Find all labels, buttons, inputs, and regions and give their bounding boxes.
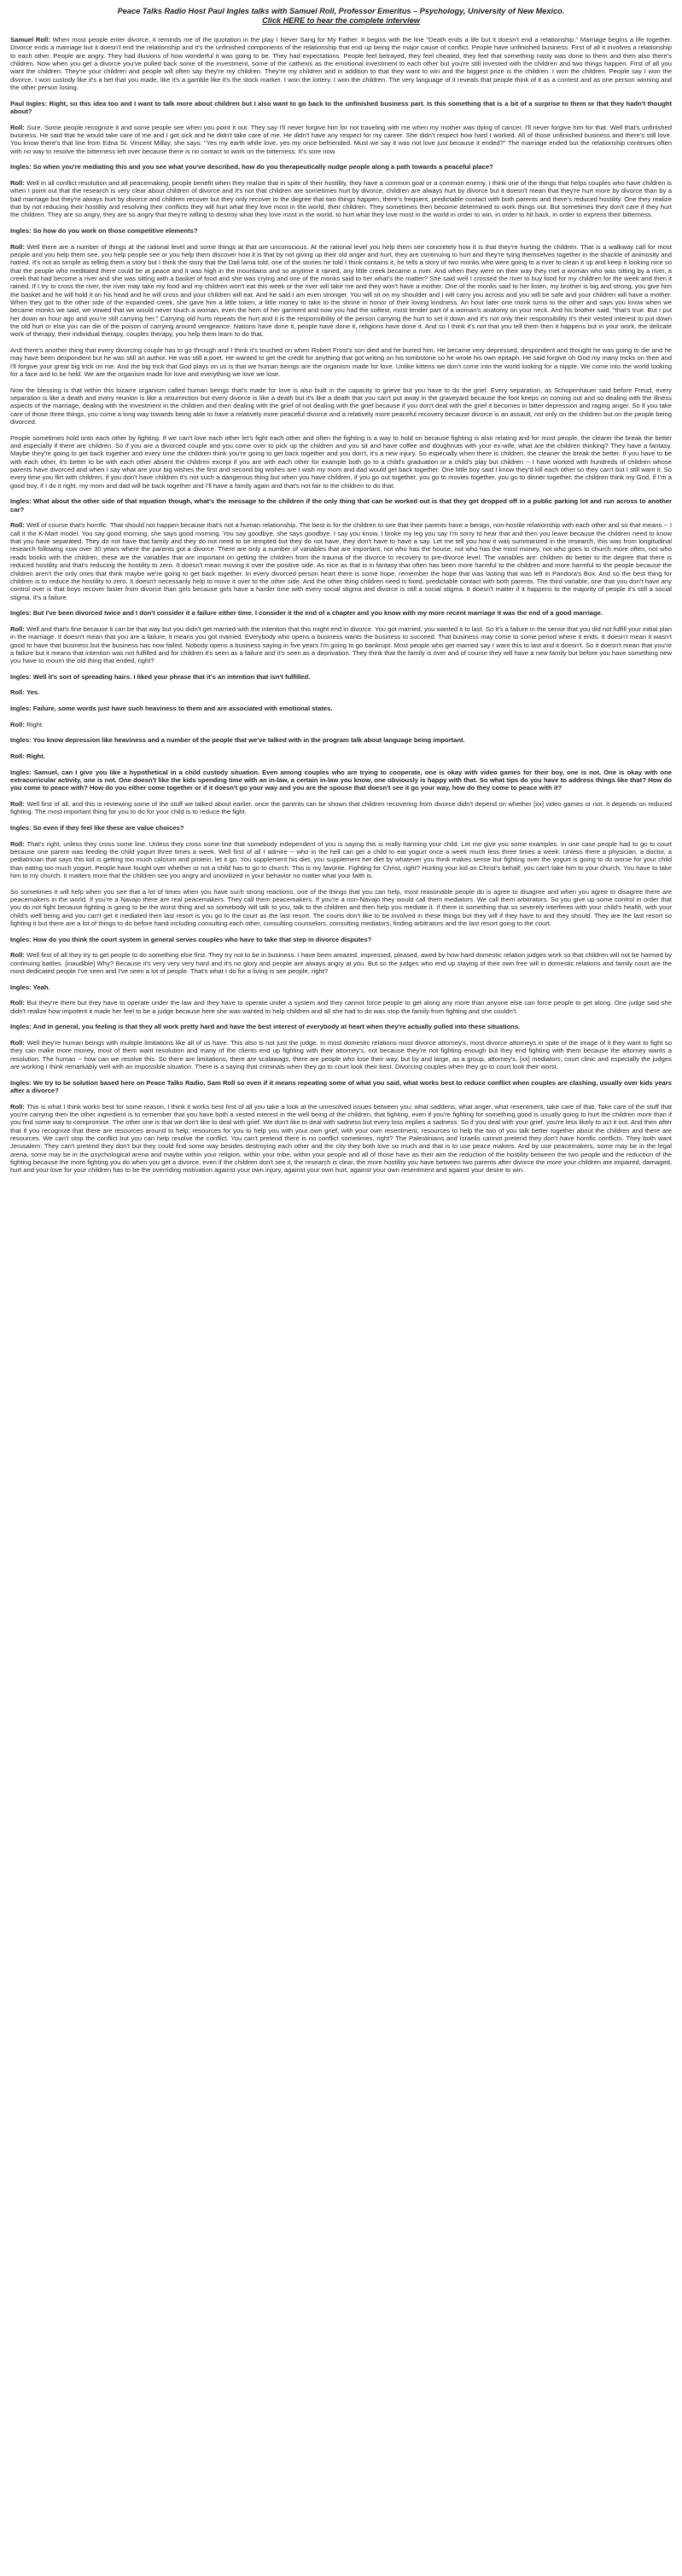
- paragraph-text: This is what I think works best for some reason, I think it works best first of all you take a look at the unresolved issues between you; what saddens, what anger, what resentment, take care of that. Take care of the stuff that you're carrying then the other ingredient is to remember that you have both a vested interest in the well being of the children, that fighting, even if you're fighting for something good is usually going to hurt the children more than if you find some way to compromise. The other one is that we don't like to deal with grief. We don't like to deal with sadness but every loss implies a sadness. So if you deal with your grief, you're less likely to act it out. And then after that if you recognize that there are resources around to help; resources for you to help you with your own grief, with your own resentment, resources to help the two of you talk better together about the children and there are resources. We can't stop the conflict but you can help resolve the conflict. You can't pretend there is no conflict sometimes, right? The Palestinians and Israelis cannot pretend they don't have horrific conflicts. They both want Jerusalem. They can't pretend they don't but they could find some way besides destroying each other and the city they both love so much and that is to use peace makers. And by use peacemakers, some may be in the legal arena, some may be in the psychological arena and maybe within your religion, within your tribe, within your people and all of those have as their aim the reduction of the hostility between the two people and the reduction of the fighting because the more fighting you do when you get a divorce, even if the children don't see it, the research is clear, the more hostility you have between two parents after divorce the more your children are impaired, damaged, hurt and your love for your children has to be the overriding motivation against your own injury, against your own hurt, against your own resentment and against your desire to win.: [10, 1102, 672, 1175]
- paragraph-text: When most people enter divorce, it reminds me of the quotation in the play I Never Sang for My Father. It begins with the line "Death ends a life but it doesn't end a relationship." Marriage begins a life together. Divorce ends a marriage but it doesn't end the relationship and it's the unfinished components of the relationship that end up being the major cause of conflict. People have unfinished business. First of all it involves a relationship to each other. People are angry. They had illusions of how wonderful it was going to be. They had expectations. People feel betrayed, they feel cheated, they feel that something nasty was done to them and then also there's children. Now when you get a divorce you've pulled back some of the investment, some of the cathexis as the emotional investment to each other but you're still invested with the children and two things happen. First of all you want the children. They're your children and people will often say they're my children. They're my children and in addition to that they want to win and the biggest prize is the children. I won the children. People say I won the divorce. I won custody like it's a bet that you made, like it's a gamble like it's the stock market. I won the lottery. I won the children. The very language of it reveals that people think of it as a contest and as one person winning and the other person losing.: [10, 36, 673, 92]
- speaker-label: Ingles:: [10, 1078, 32, 1087]
- paragraph-text: So how do you work on those competitive elements?: [32, 227, 198, 235]
- answer-paragraph: [10, 124, 672, 155]
- speaker-label: Samuel Roll:: [10, 36, 50, 44]
- paragraph-text: Well and that's fine because it can be that way but you didn't get married with the intention that this might end in divorce. You got married, you wanted it to last. So it's a failure in the sense that you did not fulfill your initial plan in the marriage. It doesn't mean that you are a failure, it means you got married. Everybody who opens a business wants the business to succeed. That business may come to some period where it ends. It doesn't mean it wasn't good to have that business but the business has now failed. Nobody opens a business saying in five years I'm going to go bankrupt. Most people who get married say I want this to last and it doesn't. So it doesn't mean that you're a failure but it means that intention was not fulfilled and for children it's seen as a failure and it's seen as a deprivation. They think that the family is over and of course they will have a new family but before you have something new you have to mourn the old thing that ended, right?: [10, 624, 673, 665]
- paragraph-text: So sometimes it will help when you see that a lot of times when you have such strong reactions, one of the things that you can help, most reasonable people do is agree to disagree and when you agree to disagree there are peacemakers in the world. If you're a Navajo there are real peacemakers. They call them peacemakers. If you're a non-Navajo they would call them mediators. We call them arbitrators. So you give up some control in order that you do not fight because fighting is going to be the worst thing and so somebody will talk to you, talk to the children and then help you mediate it. If there is something that so severely interferes with your child's health, with your child's well being and you can't get it mediated then last resort is you go to the court as the last resort. The courts don't like to be involved in these things but they will if they have to and they should. They are the last resort so fighting it but there are a lot of things to do before hand including consulting each other, consulting counselors, consulting mediators, finding arbitrators and the last resort going to the court.: [10, 887, 672, 928]
- question-paragraph: [10, 752, 672, 760]
- speaker-label: Ingles:: [10, 824, 32, 832]
- paragraph-text: Well it's sort of spreading hairs. I liked your phrase that it's an intention that isn't fulfilled.: [32, 672, 311, 681]
- speaker-label: Roll:: [10, 179, 25, 187]
- page-title: Peace Talks Radio Host Paul Ingles talks with Samuel Roll, Professor Emeritus – Psychology, University of New Mexico.: [117, 7, 565, 15]
- paragraph-text: And there's another thing that every divorcing couple has to go through and I think it's touched on when Robert Frost's son died and he buried him. He became very depressed, despondent and thought he was going to die and he may have been despondent but he was still an author. He was still a poet. He wanted to get the credit for anything that got writing on his tombstone so he wrote his own epitaph. He said forgive oh God my many tricks on thee and I'll forgive your great big trick on me. And the big trick that God plays on us is that we human beings are the organism made for love. Unlike kittens we don't come into the world looking for a nipple. We come into the world looking for a face and to be held. We are the organism made for love and everything we love we lose.: [10, 346, 672, 379]
- speaker-label: Ingles:: [10, 609, 32, 618]
- speaker-label: Roll:: [10, 1038, 25, 1047]
- paragraph-text: Well first of all, and this is reviewing some of the stuff we talked about earlier, once the parents can be shown that children recovering from divorce didn't depend on whether [xx] video games or not. It depends on reduced fighting. The most important thing for you to do for your child is to reduce the fight.: [10, 800, 672, 816]
- speaker-label: Paul Ingles:: [10, 99, 48, 107]
- speaker-label: Roll:: [10, 839, 25, 848]
- answer-paragraph: [10, 721, 672, 728]
- question-paragraph: [10, 100, 672, 116]
- speaker-label: Ingles:: [10, 672, 32, 681]
- answer-paragraph: [10, 999, 672, 1015]
- paragraph-text: Well of course that's horrific. That should not happen because that's not a human relationship. The best is for the children to see that their parents have a benign, non-hostile relationship with each other and so that means -- I call it the K-Mart model. You say good morning, she says good morning. You say goodbye, she says goodbye. I say you know, I broke my leg you say I'm sorry to hear that and then you leave because the children need to know that you have separated. They do not have that family and they do not need to be tempted but they do not have, they don't have to have a say. Let me tell you how it was summarized in the research, this was from longitudinal research following now over 30 years where the parents got a divorce. There are only a number of variables that are important, not who has the house, not who has the most money, not who goes to church more often, not who reads books with the children, these are the variables that are important on getting the children from the trauma of the divorce to recovery to pre-divorce level. The variables are: children do better to the degree that there is reduced hostility and that's reducing the hostility to zero. It doesn't mean moving it over the positive side. As nice as that is in fantasy that often has been more harmful to the children and more harmful to the people because the children aren't the only ones that think maybe we're going to get back together. In every divorced person heart there is some hope, remember the hope that was lasting that was left in Pandora's Box. And so the best thing for children is to reduce the hostility to zero. It doesn't necessarily help to move it over to the other side. And the other thing children need is fixed, predictable contact with both parents. The third variable, one that you don't have any control over is that boys recover faster from divorce than girls because girls have a harder time with every social stigma and divorce is still a social stigma. It doesn't matter if it happens to the majority of people it's still a social stigma. It's a failure.: [10, 521, 672, 601]
- paragraph-text: That's right, unless they cross some line. Unless they cross some line that somebody independent of you is saying this is really harming your child. Let me give you some examples. In one case people had to go to court because one parent was feeding the child yogurt three times a week. Well first of all I admire -- who in the hell can get a child to eat yogurt once a week much less three times a week. Unless there a physician, a doctor, a pediatrician that says this kid is getting too much calcium and protein, let it go. You supplement his diet, you supplement her diet by whatever you think makes sense but fighting over the yogurt is going to do worse for your child than eating too much yogurt. People have fought over whether or not a child has to go to church. This is my favorite. Fighting for Christ, right? Hurting your kid on Christ's behalf; you can't take him to your church. You have to take him to my church. It matters more that the children see you angry and uncivilized in your behavior no matter what your faith is.: [10, 839, 672, 880]
- paragraph-text: We try to be solution based here on Peace Talks Radio, Sam Roll so even if it means repeating some of what you said, what works best to reduce conflict when couples are clashing, usually over kids years after a divorce?: [10, 1078, 672, 1094]
- page-header: [10, 7, 672, 26]
- transcript-page: [10, 0, 672, 1175]
- question-paragraph: [10, 936, 672, 943]
- answer-paragraph: [10, 951, 672, 975]
- paragraph-text: So even if they feel like these are value choices?: [32, 824, 184, 832]
- question-paragraph: [10, 673, 672, 681]
- question-paragraph: [10, 609, 672, 617]
- paragraph-text: So when you're mediating this and you see what you've described, how do you therapeutically nudge people along a path towards a peaceful place?: [32, 163, 493, 171]
- answer-paragraph: [10, 346, 672, 378]
- speaker-label: Roll:: [10, 521, 25, 530]
- speaker-label: Roll:: [10, 951, 25, 960]
- paragraph-text: Yes.: [26, 688, 40, 697]
- paragraph-text: Yeah.: [32, 983, 50, 991]
- question-paragraph: [10, 688, 672, 696]
- answer-paragraph: [10, 243, 672, 339]
- speaker-label: Ingles:: [10, 935, 32, 943]
- paragraph-text: Right.: [26, 720, 44, 728]
- answer-paragraph: [10, 36, 672, 91]
- paragraph-text: Right, so this idea too and I want to talk more about children but I also want to go back to the unfinished business part. Is this something that is a bit of a surprise to them or that they hadn't thought about?: [10, 99, 673, 116]
- speaker-label: Ingles:: [10, 227, 32, 235]
- question-paragraph: [10, 163, 672, 171]
- paragraph-text: Well they're human beings with multiple limitations like all of us have. This also is not just the judge. In most domestic relations most divorce attorney's, most divorce attorneys in spite of the image of it they want to fight so they can make more money, most of them want resolution and many of the clients end up fighting with their attorney's, not because they're not fighting enough but they end fighting with them because the attorney wants a resolution. The human -- how can we resolve this. So there are limitations, there are scalawags, there are people who lose their way, but by and large, as a group, attorney's, [xx] mediators, court clinic and especially the judges are working I think remarkably well with an impossible situation. There is a saying that criminals when they go to court look their best. Divorcing couples when they go to court look their worst.: [10, 1038, 673, 1070]
- question-paragraph: [10, 497, 672, 513]
- paragraph-text: Samuel, can I give you like a hypothetical in a child custody situation. Even among couples who are trying to cooperate, one is okay with video games for their boy, one is not. One is okay with one extracurricular activity, one is not. One doesn't like the kids spending time with an in-law, a certain in-law you know, one obviously is happy with that. So what tips do you have to address things like that? How do you come to peace with? How do you either come together or if it doesn't go your way and you are the spouse that doesn't see it go your way, how do they come to peace with it?: [10, 768, 672, 792]
- paragraph-text: You know depression like heaviness and a number of the people that we've talked with in the program talk about language being important.: [32, 736, 465, 745]
- speaker-label: Roll:: [10, 242, 25, 251]
- paragraph-text: People sometimes hold onto each other by fighting. If we can't love each other let's fight each other and often the fighting is a way to hold on because fighting is also relating and for most people, the clearer the break the better and especially if there are children. So if you are a divorced couple and you come over to pick up the children and you sit and have coffee and doughnuts with your ex-wife, what are the children thinking? They have a fantasy. Maybe they're going to get back together and every time the children think you're going to get back together and you don't, it's a new injury. So especially when there is children, the cleaner the break the better. If you have to be with each other, it's better to be with each other absent the children except if you are with each other for example both go to a child's graduation or a child's play but children -- I have worked with hundreds of children whose parents have divorced and when I say what are your big wishes the first and second big wishes are I wish my mom and dad would get back together. One little boy said I know they'd kill each other so they can't but I still want it. So every time you flirt with children, if you don't have children it's not such a dangerous thing but when you have children, if you go out together, you go to movies together, you go to dinner together, the children think my God, if I'm a good boy, if I do it right, my mom and dad will be back together and I'll have a family again and that's not fair to the children to do that.: [10, 433, 672, 490]
- speaker-label: Ingles:: [10, 983, 32, 991]
- speaker-label: Roll:: [10, 123, 25, 131]
- answer-paragraph: [10, 1103, 672, 1175]
- speaker-label: Roll:: [10, 1102, 25, 1111]
- answer-paragraph: [10, 888, 672, 928]
- question-paragraph: [10, 983, 672, 991]
- paragraph-text: But I've been divorced twice and I don't consider it a failure either time. I consider it the end of a chapter and you know with my more recent marriage it was the end of a good marriage.: [32, 609, 603, 618]
- answer-paragraph: [10, 434, 672, 490]
- question-paragraph: [10, 769, 672, 792]
- answer-paragraph: [10, 840, 672, 880]
- question-paragraph: [10, 1023, 672, 1030]
- question-paragraph: [10, 227, 672, 235]
- answer-paragraph: [10, 800, 672, 816]
- speaker-label: Ingles:: [10, 705, 32, 713]
- paragraph-text: Well in all conflict resolution and all peacemaking, people benefit when they realize that in spite of their hostility, they have a common goal or a common enemy. I think one of the things that helps couples who have children is when I point out that the research is very clear about children of divorce and it's not that children are sometimes hurt by divorce, children are always hurt by divorce but it doesn't mean that they're hurt more by divorce than by a bad marriage but they're always hurt by divorce and children recover but they only recover to the degree that two things happen; there's frequent, predictable contact with both parents and there's reduced hostility. One they realize that by not reducing their hostility and resolving their conflicts they will hurt what they love most in the world, their children. They sometimes then become determined to work things out. But sometimes they don't care if they hurt the children. They are so angry, they are so angry that they're willing to destroy what they love most in the world, to hurt what they love most in the world in order to win, in order to hit back, in order to express their bitterness.: [10, 179, 672, 219]
- paragraph-text: Well there are a number of things at the rational level and some things at that are unconscious. At the rational level you help them see concretely how it is that they're hurting the children. That is a walkway call for most people and you help them see, you help people see or you help them discover how it is that by not giving up their old anger and hurt, they are continuing to hurt and they're tying themselves together in the shackle of animosity and hatred. It's not as simple as telling them a story but I think the story that the Dali lama told, one of the stories he told I think contains it, he tells a story of two monks who were going to a river to clean it up and keep it looking nice so that the people who meditated there could be at peace and it was high in the mountains and so anytime it rained, any little creek became a river. And when they were on their way they met a woman who was sitting by a river, a creek that had become a river and she was sitting with a basket of food and she was crying and one of the monks said to her what's the matter? She said well I crossed the river to buy food for my children for the week and then it rained. If I try to cross the river, the river may take my food and my children won't eat this week or the river will take me and they won't have a mother. One of the monks said to her listen, my brother is big and strong, you give him the basket and he will hold it on his head and he will cross and your children will eat. And he said I am even stronger. You will sit on my shoulder and I will carry you across and you will be safe and your children will have a mother. When they got to the other side of the expanded creek, she gave him a little token, a little money to take to the shrine in honor of their loving kindness. An hour later one monk turns to the other and says you know when we became monks we said, we vowed that we would never touch a woman, even the hem of her garment and now you had the softest, most tender part of a woman's anatomy on your neck. And his brother said, "that's true. But I put her down an hour ago and you're still carrying her." Carrying old hurts repeats the hurt and it is the responsibility of the person carrying the hurt to set it down and it's not only their responsibility it's their vested interest to put down the old hurt or else you can die of the poison of carrying around vengeance. Nations have done it, people have done it, religions have done it. And so I think it's not that you tell them then it happens but in your work, the delicate work of therapy, their individual therapy, couples therapy, you help them learn to do that.: [10, 242, 672, 339]
- speaker-label: Ingles:: [10, 163, 32, 171]
- speaker-label: Roll:: [10, 752, 25, 761]
- paragraph-text: Now the blessing is that within this bizarre organism called human beings that's made for love is also built in the capacity to grieve but you have to do the grief. Every separation, as Schopenhauer said before Freud, every separation is like a death and every reunion is like a resurrection but every divorce is like a death but it's like a death that you can't put away in the graveyard because the foot keeps on coming out and so dealing with the illness aspects of the marriage, dealing with the investment in the children and then dealing with the grief of not dealing with the grief because if you don't deal with the grief it becomes in bitter depression and raging anger. So if you take care of those three things, you come a long way towards being able to have a relatively more peaceful divorce and a relatively more peaceful recovery because divorce is an assault, not only on the children but on the people being divorced.: [10, 386, 672, 426]
- paragraph-text: Right.: [26, 752, 45, 761]
- speaker-label: Ingles:: [10, 497, 32, 506]
- speaker-label: Roll:: [10, 999, 25, 1007]
- question-paragraph: [10, 824, 672, 832]
- speaker-label: Ingles:: [10, 1023, 32, 1031]
- speaker-label: Roll:: [10, 688, 25, 697]
- paragraph-text: But they're there but they have to operate under the law and they have to operate under a system and they cannot force people to get along any more than anyone else can force people to get along. One judge said she didn't realize how impotent it made her feel to be a judge because here she was wanted to help children and all she had to do was stop the family from fighting and she couldn't.: [10, 999, 672, 1015]
- paragraph-text: Sure. Some people recognize it and some people see when you point it out. They say I'll never forgive him for not traveling with me when my mother was dying of cancer. I'll never forgive him for that. Well that's unfinished business. He said that he would take care of me and I got sick and he didn't take care of me. He didn't have any respect for my career. She didn't respect how hard I worked. All of those unfinished business and there's still love. You know there's that line from Edna St. Vincent Millay, she says: "Yes my earth while love, yes my once befriended. Must we say it was not love just because it ended?" The marriage ended but the relationship continues often with no way to resolve the bitterness left over because there is no contact to work on the bitterness. It's sore now.: [10, 123, 672, 155]
- answer-paragraph: [10, 521, 672, 600]
- question-paragraph: [10, 1079, 672, 1095]
- speaker-label: Ingles:: [10, 736, 32, 745]
- question-paragraph: [10, 736, 672, 744]
- paragraph-text: What about the other side of that equation though, what's the message to the children if the only thing that can be worked out is that they get dropped off in a public parking lot and run across to another car?: [10, 497, 672, 513]
- speaker-label: Roll:: [10, 624, 25, 633]
- paragraph-text: And in general, you feeling is that they all work pretty hard and have the best interest of everybody at heart when they're actually pulled into these situations.: [32, 1023, 521, 1031]
- paragraph-text: Well first of all they try to get people to do something else first. They try not to be in business. I have been amazed, impressed, pleased, awed by how hard domestic relation judges work so that children will not be harmed by continuing battles. [inaudible] Why? Because it's very very very hard and it's no glory and people are always angry at you. But so the judges who end up staying of their own free will in domestic relations and family court are the most dedicated people I've seen and I've seen a lot of people. That's what I do for a living is see people, right?: [10, 951, 672, 975]
- transcript-body: [10, 36, 672, 1175]
- paragraph-text: How do you think the court system in general serves couples who have to take that step in divorce disputes?: [32, 935, 372, 943]
- question-paragraph: [10, 705, 672, 712]
- speaker-label: Roll:: [10, 800, 25, 809]
- speaker-label: Ingles:: [10, 768, 32, 776]
- answer-paragraph: [10, 1039, 672, 1070]
- speaker-label: Roll:: [10, 720, 25, 728]
- answer-paragraph: [10, 625, 672, 665]
- paragraph-text: Failure, some words just have such heaviness to them and are associated with emotional states.: [32, 705, 333, 713]
- listen-link[interactable]: Click HERE to hear the complete interview: [262, 16, 420, 25]
- answer-paragraph: [10, 179, 672, 219]
- answer-paragraph: [10, 386, 672, 426]
